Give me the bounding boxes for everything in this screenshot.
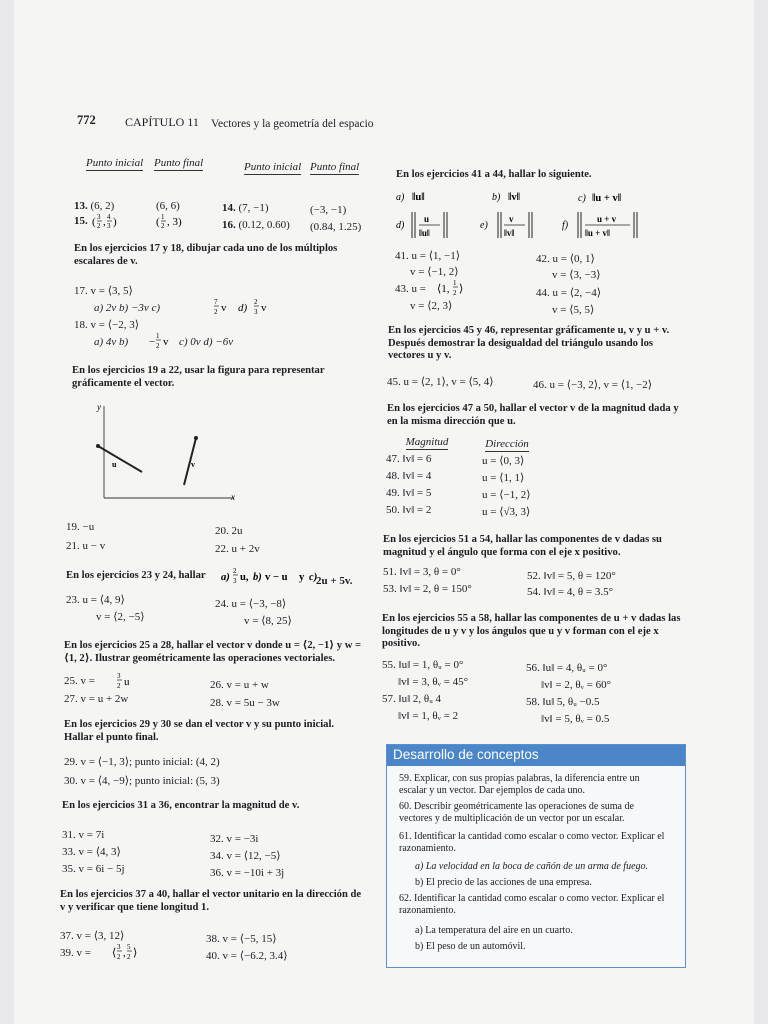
instruction-25-28: En los ejercicios 25 a 28, hallar el vector v donde u = ⟨2, −1⟩ y w = ⟨1, 2⟩. Ilustrar geométricamente las operaciones vectoriales. xyxy=(64,640,362,664)
svg-text:‖v‖: ‖v‖ xyxy=(504,228,515,238)
svg-text:a): a) xyxy=(396,192,405,203)
exercise-21: 21. u − v xyxy=(66,540,106,552)
svg-text:3: 3 xyxy=(117,943,121,951)
concept-development-box xyxy=(386,744,686,968)
exercise-37: 37. v = ⟨3, 12⟩ xyxy=(60,930,125,942)
formula-39 xyxy=(112,941,140,968)
exercise-28: 28. v = 5u − 3w xyxy=(210,697,280,709)
svg-text:a): a) xyxy=(221,572,230,583)
exercise-17: 17. v = ⟨3, 5⟩ xyxy=(74,285,133,297)
table-row-15: 15. xyxy=(74,215,88,227)
exercise-58: 58. ‖u‖ 5, θᵤ −0.5 xyxy=(526,696,600,708)
vector-v-label: v xyxy=(191,460,195,469)
svg-text:3: 3 xyxy=(97,213,101,221)
table-row: 47. ‖v‖ = 6 xyxy=(386,453,432,465)
formula-18-b xyxy=(149,330,175,357)
chapter-label: CAPÍTULO 11 xyxy=(125,115,199,129)
svg-text:v: v xyxy=(261,302,267,314)
table-row: 49. ‖v‖ = 5 xyxy=(386,487,432,499)
svg-text:d): d) xyxy=(238,302,248,314)
formula-41-44-parts xyxy=(394,186,674,247)
svg-text:2: 2 xyxy=(254,298,258,306)
svg-text:2: 2 xyxy=(117,682,121,690)
table-header-final-2: Punto final xyxy=(310,161,360,173)
svg-text:3: 3 xyxy=(107,222,111,230)
exercise-56: 56. ‖u‖ = 4, θᵤ = 0° xyxy=(526,662,608,674)
svg-text:v − u: v − u xyxy=(265,572,288,583)
svg-text:v: v xyxy=(221,302,227,314)
svg-text:(: ( xyxy=(156,216,160,228)
formula-17-c-d xyxy=(214,296,294,323)
exercise-43: 43. u = xyxy=(395,283,426,295)
svg-text:,: , xyxy=(103,216,106,228)
exercise-29: 29. v = ⟨−1, 3⟩; punto inicial: (4, 2) xyxy=(64,756,220,768)
table-cell: u = ⟨−1, 2⟩ xyxy=(482,489,531,501)
y-axis-label: y xyxy=(97,402,101,412)
table-row-14: 14. (7, −1) xyxy=(222,202,269,214)
table-header-final-1: Punto final xyxy=(154,157,204,169)
svg-text:u: u xyxy=(424,214,430,224)
table-row-16: 16. (0.12, 0.60) xyxy=(222,219,290,231)
page-number: 772 xyxy=(77,113,96,127)
exercise-18-parts: a) 4v b) xyxy=(94,336,129,348)
exercise-20: 20. 2u xyxy=(215,525,243,537)
exercise-19: 19. −u xyxy=(66,521,95,533)
exercise-62-a: a) La temperatura del aire en un cuarto. xyxy=(415,925,573,936)
table-row: 50. ‖v‖ = 2 xyxy=(386,504,432,516)
svg-text:2: 2 xyxy=(233,567,237,575)
exercise-44-v: v = ⟨5, 5⟩ xyxy=(552,304,595,316)
exercise-60: 60. Describir geométricamente las operaciones de suma de vectores y de multiplicación de un vector por un escalar. xyxy=(399,801,634,824)
vector-u xyxy=(98,446,142,472)
svg-text:v: v xyxy=(509,214,514,224)
table-header-magnitud: Magnitud xyxy=(405,436,449,448)
exercise-40: 40. v = ⟨−6.2, 3.4⟩ xyxy=(206,950,288,962)
svg-text:⟩: ⟩ xyxy=(459,283,464,295)
exercise-51: 51. ‖v‖ = 3, θ = 0° xyxy=(383,566,461,578)
exercise-42: 42. u = ⟨0, 1⟩ xyxy=(536,253,595,265)
formula-15-final xyxy=(156,211,188,236)
svg-text:v: v xyxy=(163,336,169,348)
exercise-43-v: v = ⟨2, 3⟩ xyxy=(410,300,453,312)
svg-text:‖v‖: ‖v‖ xyxy=(508,192,521,203)
svg-text:d): d) xyxy=(396,220,405,231)
exercise-56-v: ‖v‖ = 2, θᵥ = 60° xyxy=(541,679,611,691)
exercise-31: 31. v = 7i xyxy=(62,829,105,841)
exercise-26: 26. v = u + w xyxy=(210,679,269,691)
table-header-initial-1: Punto inicial xyxy=(86,157,144,169)
svg-text:3: 3 xyxy=(233,577,237,585)
svg-text:1: 1 xyxy=(453,279,457,287)
svg-text:u: u xyxy=(124,676,130,688)
exercise-41: 41. u = ⟨1, −1⟩ xyxy=(395,250,460,262)
concept-box-title: Desarrollo de conceptos xyxy=(387,745,685,766)
exercise-52: 52. ‖v‖ = 5, θ = 120° xyxy=(527,570,616,582)
exercise-17-parts: a) 2v b) −3v c) xyxy=(94,302,161,314)
svg-text:, 3): , 3) xyxy=(167,216,182,228)
exercise-36: 36. v = −10i + 3j xyxy=(210,867,285,879)
exercise-30: 30. v = ⟨4, −9⟩; punto inicial: (5, 3) xyxy=(64,775,220,787)
exercise-24-v: v = ⟨8, 25⟩ xyxy=(244,615,292,627)
exercise-24: 24. u = ⟨−3, −8⟩ xyxy=(215,598,287,610)
exercise-38: 38. v = ⟨−5, 15⟩ xyxy=(206,933,277,945)
svg-text:‖u‖: ‖u‖ xyxy=(412,192,425,203)
svg-text:2: 2 xyxy=(156,342,160,350)
svg-text:⟨: ⟨ xyxy=(112,947,117,959)
exercise-23-v: v = ⟨2, −5⟩ xyxy=(96,611,145,623)
svg-text:b): b) xyxy=(492,192,501,203)
formula-15-initial xyxy=(92,211,120,236)
formula-23-24-c: 2u + 5v. xyxy=(316,575,353,587)
exercise-34: 34. v = ⟨12, −5⟩ xyxy=(210,850,281,862)
svg-text:3: 3 xyxy=(254,308,258,316)
svg-text:‖u + v‖: ‖u + v‖ xyxy=(592,193,622,204)
exercise-57-v: ‖v‖ = 1, θᵥ = 2 xyxy=(398,710,459,722)
x-axis-label: x xyxy=(231,492,235,502)
instruction-19-22: En los ejercicios 19 a 22, usar la figura para representar gráficamente el vector. xyxy=(72,365,325,389)
exercise-41-v: v = ⟨−1, 2⟩ xyxy=(410,266,459,278)
exercise-35: 35. v = 6i − 5j xyxy=(62,863,125,875)
exercise-45: 45. u = ⟨2, 1⟩, v = ⟨5, 4⟩ xyxy=(387,376,494,388)
exercise-42-v: v = ⟨3, −3⟩ xyxy=(552,269,601,281)
svg-text:f): f) xyxy=(562,220,569,231)
exercise-58-v: ‖v‖ = 5, θᵥ = 0.5 xyxy=(541,713,610,725)
svg-text:2: 2 xyxy=(127,953,131,961)
table-cell: u = ⟨√3, 3⟩ xyxy=(482,506,531,518)
svg-text:1: 1 xyxy=(156,332,160,340)
vector-u-label: u xyxy=(112,460,117,469)
exercise-39: 39. v = xyxy=(60,947,91,959)
svg-text:2: 2 xyxy=(97,222,101,230)
svg-text:2: 2 xyxy=(453,289,457,297)
exercise-33: 33. v = ⟨4, 3⟩ xyxy=(62,846,121,858)
svg-text:e): e) xyxy=(480,220,488,231)
svg-text:⟩: ⟩ xyxy=(133,947,138,959)
instruction-55-58: En los ejercicios 55 a 58, hallar las componentes de u + v dadas las longitudes de u y v y los ángulos que u y v forman con el eje x positivo. xyxy=(382,613,681,649)
table-cell: (0.84, 1.25) xyxy=(310,221,362,233)
instruction-37-40: En los ejercicios 37 a 40, hallar el vector unitario en la dirección de v y verificar que tiene longitud 1. xyxy=(60,889,362,913)
table-header-initial-2: Punto inicial xyxy=(244,161,302,173)
exercise-62-b: b) El peso de un automóvil. xyxy=(415,941,526,952)
svg-text:−: − xyxy=(149,336,156,348)
svg-text:‖u‖: ‖u‖ xyxy=(419,228,430,238)
svg-text:2: 2 xyxy=(117,953,121,961)
svg-text:c): c) xyxy=(578,193,586,204)
exercise-59: 59. Explicar, con sus propias palabras, la diferencia entre un escalar y un vector. Dar ejemplos de cada uno. xyxy=(399,773,640,796)
chapter-title: Vectores y la geometría del espacio xyxy=(211,118,374,130)
exercise-27: 27. v = u + 2w xyxy=(64,693,129,705)
textbook-page xyxy=(14,0,754,1024)
exercise-18: 18. v = ⟨−2, 3⟩ xyxy=(74,319,139,331)
table-row: 48. ‖v‖ = 4 xyxy=(386,470,432,482)
exercise-46: 46. u = ⟨−3, 2⟩, v = ⟨1, −2⟩ xyxy=(533,379,652,391)
svg-text:7: 7 xyxy=(214,298,218,306)
exercise-61: 61. Identificar la cantidad como escalar o como vector. Explicar el razonamiento. xyxy=(399,831,665,854)
instruction-29-30: En los ejercicios 29 y 30 se dan el vector v y su punto inicial. Hallar el punto final. xyxy=(64,719,335,743)
svg-text:2: 2 xyxy=(214,308,218,316)
exercise-61-b: b) El precio de las acciones de una empresa. xyxy=(415,877,592,888)
svg-text:2: 2 xyxy=(161,222,165,230)
exercise-55: 55. ‖u‖ = 1, θᵤ = 0° xyxy=(382,659,464,671)
svg-text:u,: u, xyxy=(240,572,249,583)
exercise-23: 23. u = ⟨4, 9⟩ xyxy=(66,594,125,606)
instruction-23-24: En los ejercicios 23 y 24, hallar xyxy=(66,570,206,581)
table-cell: (−3, −1) xyxy=(310,204,347,216)
svg-text:1: 1 xyxy=(161,213,165,221)
instruction-47-50: En los ejercicios 47 a 50, hallar el vector v de la magnitud dada y en la misma dirección que u. xyxy=(387,403,679,427)
exercise-25: 25. v = xyxy=(64,675,95,687)
svg-text:⟨1,: ⟨1, xyxy=(437,283,450,295)
svg-text:5: 5 xyxy=(127,943,131,951)
instruction-31-36: En los ejercicios 31 a 36, encontrar la magnitud de v. xyxy=(62,800,300,811)
instruction-41-44: En los ejercicios 41 a 44, hallar lo siguiente. xyxy=(396,169,592,180)
svg-text:(: ( xyxy=(92,216,96,228)
instruction-45-46: En los ejercicios 45 y 46, representar gráficamente u, v y u + v. Después demostrar la desigualdad del triángulo usando los vectores u y v. xyxy=(388,325,670,361)
exercise-57: 57. ‖u‖ 2, θᵤ 4 xyxy=(382,693,442,705)
exercise-44: 44. u = ⟨2, −4⟩ xyxy=(536,287,601,299)
table-row-13: 13. (6, 2) xyxy=(74,200,115,212)
svg-text:y: y xyxy=(299,572,305,583)
exercise-54: 54. ‖v‖ = 4, θ = 3.5° xyxy=(527,586,614,598)
exercise-32: 32. v = −3i xyxy=(210,833,259,845)
svg-text:): ) xyxy=(113,216,117,228)
svg-text:b): b) xyxy=(253,572,262,583)
vector-figure xyxy=(74,400,244,510)
table-cell: u = ⟨1, 1⟩ xyxy=(482,472,525,484)
table-cell: u = ⟨0, 3⟩ xyxy=(482,455,525,467)
exercise-53: 53. ‖v‖ = 2, θ = 150° xyxy=(383,583,472,595)
exercise-61-a: a) La velocidad en la boca de cañón de un arma de fuego. xyxy=(415,861,649,872)
instruction-17-18: En los ejercicios 17 y 18, dibujar cada uno de los múltiplos escalares de v. xyxy=(74,243,338,267)
svg-text:u + v: u + v xyxy=(597,214,617,224)
exercise-62: 62. Identificar la cantidad como escalar o como vector. Explicar el razonamiento. xyxy=(399,893,665,916)
exercise-22: 22. u + 2v xyxy=(215,543,260,555)
exercise-18-parts-rest: c) 0v d) −6v xyxy=(179,336,234,348)
svg-text:3: 3 xyxy=(117,672,121,680)
svg-text:4: 4 xyxy=(107,213,111,221)
table-header-direccion: Dirección xyxy=(485,438,529,450)
instruction-51-54: En los ejercicios 51 a 54, hallar las componentes de v dadas su magnitud y el ángulo que forma con el eje x positivo. xyxy=(383,534,662,558)
svg-text:c): c) xyxy=(309,572,318,583)
table-cell: (6, 6) xyxy=(156,200,180,212)
svg-text:,: , xyxy=(123,947,126,959)
exercise-55-v: ‖v‖ = 3, θᵥ = 45° xyxy=(398,676,468,688)
svg-text:‖u + v‖: ‖u + v‖ xyxy=(585,228,610,238)
